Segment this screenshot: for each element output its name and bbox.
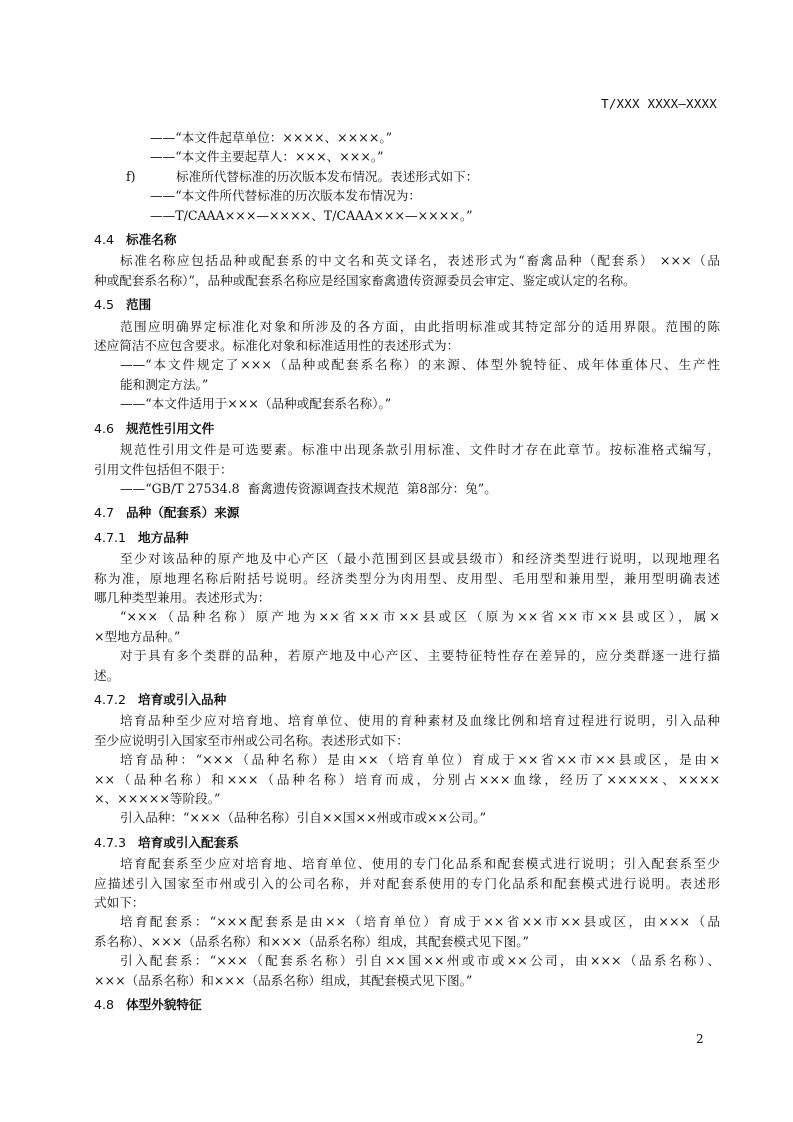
paragraph-cont: 引用文件包括但不限于： — [94, 461, 233, 477]
section-heading-4-7 — [94, 503, 720, 522]
paragraph-cont: ×、×××××等阶段。” — [94, 791, 221, 806]
section-title: 品种（配套系）来源 — [126, 505, 240, 521]
paragraph: 引入品种：“×××（品种名称）引自××国××州或市或××公司。” — [120, 810, 487, 826]
drafter-line: ——“本文件主要起草人：×××、×××。” — [150, 149, 384, 165]
paragraph-cont: 至少应说明引入国家至市州或公司名称。表述形式如下： — [94, 732, 409, 748]
history-line: ——“本文件所代替标准的历次版本发布情况为： — [150, 188, 421, 204]
section-number: 4.8 — [94, 997, 115, 1013]
section-title: 范围 — [126, 297, 152, 313]
section-number: 4.4 — [94, 232, 115, 248]
document-code: T/XXX XXXX—XXXX — [601, 96, 717, 111]
section-number: 4.7.3 — [94, 834, 127, 850]
paragraph: 培育品种至少应对培育地、培育单位、使用的育种素材及血缘比例和培育过程进行说明，引入品种 — [120, 713, 720, 729]
drafting-unit-line: ——“本文件起草单位：××××、××××。” — [150, 130, 393, 145]
paragraph-cont: 系名称）、×××（品系名称）和×××（品系名称）组成，其配套模式见下图。” — [94, 933, 529, 949]
document-body — [94, 128, 720, 1016]
section-number: 4.7 — [94, 505, 115, 521]
paragraph-cont: 称为准，原地理名称后附括号说明。经济类型分为肉用型、皮用型、毛用型和兼用型，兼用型明确表述 — [94, 570, 720, 586]
section-number: 4.6 — [94, 420, 115, 436]
paragraph: 规范性引用文件是可选要素。标准中出现条款引用标准、文件时才存在此章节。按标准格式编写， — [120, 442, 720, 458]
page-number: 2 — [696, 1032, 704, 1046]
section-heading-4-8 — [94, 995, 720, 1014]
paragraph-cont: ××（品种名称）和×××（品种名称）培育而成，分别占×××血缘，经历了×××××、×××× — [94, 771, 720, 787]
paragraph: 标准名称应包括品种或配套系的中文名和英文译名，表述形式为“畜禽品种（配套系） ×××（品 — [120, 253, 720, 269]
section-number: 4.7.2 — [94, 691, 127, 707]
paragraph: 范围应明确界定标准化对象和所涉及的各方面，由此指明标准或其特定部分的适用界限。范围的陈 — [120, 318, 720, 334]
paragraph-cont: 哪几种类型兼用。表述形式为： — [94, 589, 271, 605]
section-number: 4.5 — [94, 297, 115, 313]
section-title: 培育或引入品种 — [138, 691, 227, 707]
section-number: 4.7.1 — [94, 529, 127, 545]
section-heading-4-7-1 — [94, 528, 720, 547]
history-codes-line: ——T/CAAA×××—××××、T/CAAA×××—××××。” — [150, 207, 473, 223]
paragraph: 对于具有多个类群的品种，若原产地及中心产区、主要特征特性存在差异的，应分类群逐一进行描 — [120, 648, 720, 664]
paragraph: 至少对该品种的原产地及中心产区（最小范围到区县或县级市）和经济类型进行说明，以现地理名 — [120, 551, 720, 567]
paragraph-cont: 种或配套系名称）”，品种或配套系名称应是经国家畜禽遗传资源委员会审定、鉴定或认定的名称。 — [94, 272, 636, 288]
list-label: f) — [126, 168, 136, 184]
section-heading-4-6 — [94, 419, 720, 438]
paragraph: 培育配套系至少应对培育地、培育单位、使用的专门化品系和配套模式进行说明；引入配套系至少 — [120, 856, 720, 872]
paragraph-cont: ×××（品系名称）和×××（品系名称）组成，其配套模式见下图。” — [94, 972, 473, 988]
list-item-f — [94, 167, 720, 186]
dash-item: ——“本文件规定了×××（品种或配套系名称）的来源、体型外貌特征、成年体重体尺、生产性 — [120, 357, 720, 373]
paragraph-cont: ×型地方品种。” — [94, 628, 181, 644]
list-text: 标准所代替标准的历次版本发布情况。表述形式如下： — [176, 168, 479, 184]
paragraph-cont: 述。 — [94, 667, 120, 683]
paragraph-cont: 式如下： — [94, 895, 145, 911]
section-heading-4-5 — [94, 295, 720, 314]
paragraph: “×××（品种名称）原产地为××省××市××县或区（原为××省××市××县或区），属× — [120, 609, 720, 625]
section-title: 标准名称 — [126, 232, 177, 248]
section-heading-4-7-2 — [94, 690, 720, 709]
section-heading-4-4 — [94, 230, 720, 249]
paragraph-cont: 应描述引入国家至市州或引入的公司名称，并对配套系使用的专门化品系和配套模式进行说明。表述形 — [94, 875, 720, 891]
paragraph: 培育品种：“×××（品种名称）是由××（培育单位）育成于××省××市××县或区，是由× — [120, 752, 720, 768]
dash-item-cont: 能和测定方法。” — [120, 376, 209, 392]
paragraph: 引入配套系：“×××（配套系名称）引自××国××州或市或××公司，由×××（品系名称）、 — [120, 953, 720, 969]
paragraph-cont: 述应简洁不应包含要求。标准化对象和标准适用性的表述形式为： — [94, 338, 460, 354]
dash-item: ——“本文件适用于×××（品种或配套系名称）。” — [120, 396, 392, 412]
dash-item: ——“GB/T 27534.8 畜禽遗传资源调查技术规范 第8部分：兔”。 — [120, 480, 497, 496]
section-title: 地方品种 — [138, 529, 189, 545]
section-title: 规范性引用文件 — [126, 420, 215, 436]
paragraph: 培育配套系：“×××配套系是由××（培育单位）育成于××省××市××县或区，由×××（品 — [120, 914, 720, 930]
section-heading-4-7-3 — [94, 833, 720, 852]
section-title: 培育或引入配套系 — [138, 834, 239, 850]
section-title: 体型外貌特征 — [126, 997, 202, 1013]
